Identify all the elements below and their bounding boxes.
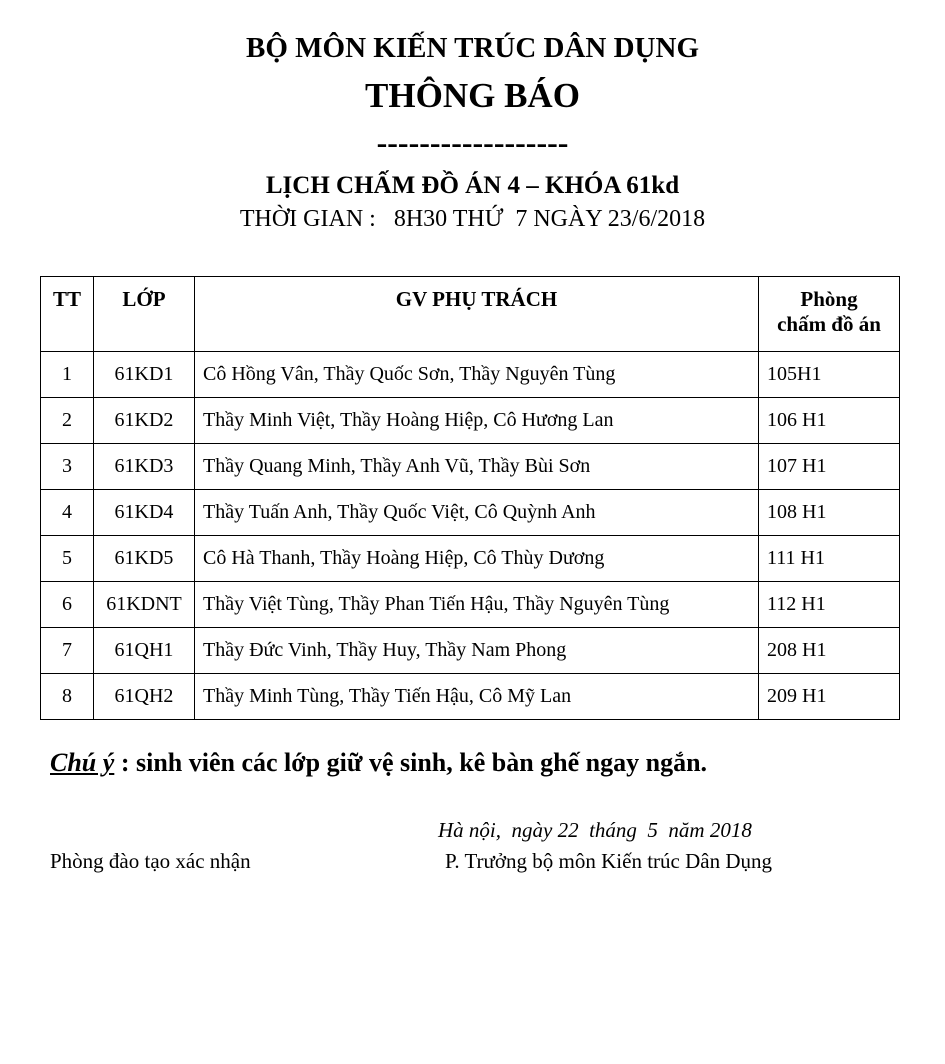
cell-tt: 1 [41, 352, 94, 398]
cell-room: 108 H1 [759, 490, 900, 536]
cell-gv: Thầy Minh Việt, Thầy Hoàng Hiệp, Cô Hương Lan [195, 398, 759, 444]
schedule-time: THỜI GIAN : 8H30 THỨ 7 NGÀY 23/6/2018 [239, 206, 706, 232]
cell-class: 61KD1 [94, 352, 195, 398]
table-row [41, 444, 900, 490]
cell-gv: Thầy Việt Tùng, Thầy Phan Tiến Hậu, Thầy Nguyên Tùng [195, 582, 759, 628]
cell-room: 209 H1 [759, 674, 900, 720]
cell-room: 208 H1 [759, 628, 900, 674]
title-separator: ------------------ [376, 124, 569, 160]
cell-class: 61KDNT [94, 582, 195, 628]
cell-gv: Cô Hồng Vân, Thầy Quốc Sơn, Thầy Nguyên Tùng [195, 352, 759, 398]
schedule-title: LỊCH CHẤM ĐỒ ÁN 4 – KHÓA 61kd [265, 172, 680, 199]
cell-room: 105H1 [759, 352, 900, 398]
cell-class: 61KD2 [94, 398, 195, 444]
table-row [41, 582, 900, 628]
cell-room: 107 H1 [759, 444, 900, 490]
table-row [41, 536, 900, 582]
cell-tt: 5 [41, 536, 94, 582]
header-gv: GV PHỤ TRÁCH [195, 277, 759, 352]
cell-class: 61KD3 [94, 444, 195, 490]
cell-tt: 3 [41, 444, 94, 490]
header-room-line1: Phòng [800, 287, 858, 311]
cell-gv: Thầy Minh Tùng, Thầy Tiến Hậu, Cô Mỹ Lan [195, 674, 759, 720]
note [50, 748, 707, 778]
issue-date: Hà nội, ngày 22 tháng 5 năm 2018 [438, 818, 752, 842]
header-room-line2: chấm đồ án [777, 312, 881, 336]
cell-tt: 8 [41, 674, 94, 720]
cell-class: 61QH1 [94, 628, 195, 674]
cell-gv: Thầy Tuấn Anh, Thầy Quốc Việt, Cô Quỳnh Anh [195, 490, 759, 536]
table-row [41, 674, 900, 720]
table-row [41, 490, 900, 536]
cell-gv: Cô Hà Thanh, Thầy Hoàng Hiệp, Cô Thùy Dương [195, 536, 759, 582]
cell-room: 111 H1 [759, 536, 900, 582]
table-row [41, 398, 900, 444]
cell-tt: 6 [41, 582, 94, 628]
department-name: BỘ MÔN KIẾN TRÚC DÂN DỤNG [245, 32, 699, 64]
schedule-table [40, 276, 900, 720]
cell-class: 61QH2 [94, 674, 195, 720]
right-signature-title: P. Trưởng bộ môn Kiến trúc Dân Dụng [445, 849, 772, 873]
cell-tt: 7 [41, 628, 94, 674]
notice-title: THÔNG BÁO [365, 76, 580, 115]
note-label: Chú ý [50, 748, 115, 777]
cell-gv: Thầy Đức Vinh, Thầy Huy, Thầy Nam Phong [195, 628, 759, 674]
table-row [41, 628, 900, 674]
cell-class: 61KD5 [94, 536, 195, 582]
header-tt: TT [41, 277, 94, 352]
cell-gv: Thầy Quang Minh, Thầy Anh Vũ, Thầy Bùi Sơn [195, 444, 759, 490]
cell-tt: 2 [41, 398, 94, 444]
note-text: : sinh viên các lớp giữ vệ sinh, kê bàn ghế ngay ngắn. [114, 748, 708, 777]
cell-tt: 4 [41, 490, 94, 536]
cell-room: 112 H1 [759, 582, 900, 628]
cell-class: 61KD4 [94, 490, 195, 536]
header-class: LỚP [94, 277, 195, 352]
header-room [759, 277, 900, 352]
cell-room: 106 H1 [759, 398, 900, 444]
table-row [41, 352, 900, 398]
table-header-row [41, 277, 900, 352]
left-signature-title: Phòng đào tạo xác nhận [50, 849, 251, 873]
